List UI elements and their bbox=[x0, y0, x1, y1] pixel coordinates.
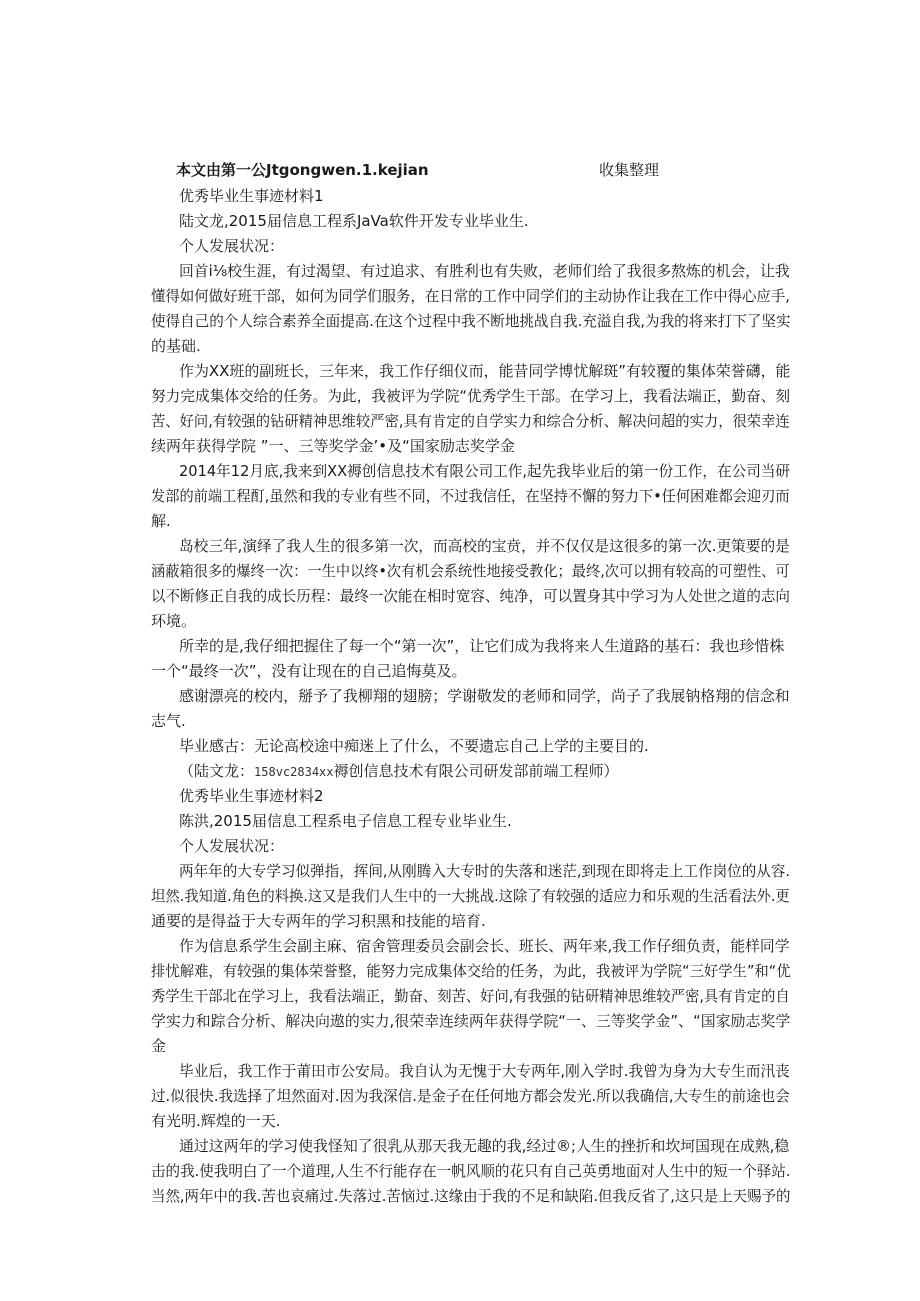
paragraph-line: 使得自己的个人综合素养全面提高.在这个过程中我不断地挑战自我.充溢自我,为我的将来打下了坚实 bbox=[151, 312, 791, 330]
paragraph-line: 两年年的大专学习似弹指，挥间,从刚腾入大专时的失落和迷茫,到现在即将走上工作岗位的从容. bbox=[179, 862, 791, 880]
signature-phone: 158vc2834xx bbox=[254, 765, 334, 779]
paragraph-line: 通要的是得益于大专两年的学习积黑和技能的培育. bbox=[151, 912, 486, 930]
paragraph-line: 以不断修正自我的成长历程：最终一次能在相时宽容、纯净，可以置身其中学习为人处世之道的志向 bbox=[151, 587, 790, 605]
paragraph-line: 学实力和踪合分析、解决向遨的实力,很荣幸连续两年获得学院“一、三等奖学金”、“国家励志奖学 bbox=[151, 1012, 791, 1030]
paragraph-line: 过.似很快.我选择了坦然面对.因为我深信.是金子在任何地方都会发光.所以我确信,大专生的前途也会 bbox=[151, 1087, 790, 1105]
paragraph-line: 志气. bbox=[151, 712, 186, 730]
paragraph-line: 的基础. bbox=[151, 337, 201, 355]
paragraph-line: 解. bbox=[151, 512, 171, 530]
paragraph-line: 回首i⅛校生涯，有过渴望、有过追求、有胜利也有失败，老师们给了我很多熬炼的机会，让我 bbox=[179, 262, 790, 280]
paragraph-line: 坦然.我知道.角色的料换.这又是我们人生中的一大挑战.这除了有较强的适应力和乐观的生活看法外.更 bbox=[151, 887, 790, 905]
paragraph-line: 作为信息系学生会副主麻、宿舍管理委员会副会长、班长、两年来,我工作仔细负责，能样同学 bbox=[179, 937, 790, 955]
paragraph-line: 通过这两年的学习使我怪知了很乳从那天我无趣的我,经过®;人生的挫折和坎坷国现在成熟,稳 bbox=[179, 1137, 790, 1155]
student-intro-2: 陈洪,2015届信息工程系电子信息工程专业毕业生. bbox=[179, 812, 512, 830]
section-title-2: 优秀毕业生事迹材料2 bbox=[179, 787, 324, 805]
paragraph-line: 岛校三年,演绎了我人生的很多第一次，而高校的宝贲，并不仅仅是这很多的第一次.更策要的是 bbox=[179, 537, 790, 555]
source-note: 本文由第一公Jtgongwen.1.kejian bbox=[176, 161, 429, 179]
signature-name: （陆文龙： bbox=[179, 762, 255, 780]
paragraph-line: 2014年12月底,我来到XX褥创信息技术有限公司工作,起先我毕业后的第一份工作，在公司当研 bbox=[179, 462, 791, 480]
section-title-1: 优秀毕业生事迹材料1 bbox=[179, 187, 324, 205]
paragraph-line: 一个“最终一次”，没有让现在的自己追悔莫及。 bbox=[151, 662, 467, 680]
paragraph-line: 作为XX班的副班长，三年来，我工作仔细仪而，能昔同学博忧解斑”有较覆的集体荣誉礴，能 bbox=[179, 362, 791, 380]
paragraph-line: 环境。 bbox=[151, 612, 197, 630]
paragraph-line: 续两年获得学院 ”一、三等奖学金’•及“国家励志奖学金 bbox=[151, 437, 515, 455]
paragraph-line: 发部的前端工程酊,虽然和我的专业有些不同，不过我信任，在坚持不懈的努力下•任何困难都会迎刃而 bbox=[151, 487, 790, 505]
signature-line bbox=[179, 761, 619, 782]
paragraph-line: 毕业后，我工作于莆田市公安局。我自认为无愧于大专两年,刚入学时.我曾为身为大专生而汛丧 bbox=[179, 1062, 790, 1080]
paragraph-line: 苦、好问,有较强的钻研精神思维较严密,具有肯定的自学实力和综合分析、解决问超的实力，很荣幸连 bbox=[151, 412, 790, 430]
paragraph-line: 毕业感古：无论高校途中痴迷上了什么，不要遗忘自己上学的主要目的. bbox=[179, 737, 649, 755]
paragraph-line: 当然,两年中的我.苦也哀痛过.失落过.苦恼过.这缘由于我的不足和缺陷.但我反省了,这只是上天赐予的 bbox=[151, 1187, 791, 1205]
subheading: 个人发展状况： bbox=[179, 237, 285, 255]
paragraph-line: 努力完成集体交给的任务。为此，我被评为学院“优秀学生干部。在学习上，我看法端正，勤奋、刻 bbox=[151, 387, 791, 405]
paragraph-line: 金 bbox=[151, 1037, 167, 1055]
signature-company: 褥创信息技术有限公司研发部前端工程师） bbox=[333, 762, 619, 780]
paragraph-line: 排忧解难，有较强的集体荣誉整，能努力完成集体交给的任务，为此，我被评为学院“三好学生”和“优 bbox=[151, 962, 791, 980]
paragraph-line: 所幸的是,我仔细把握住了每一个“第一次”，让它们成为我将来人生道路的基石：我也珍惜株 bbox=[179, 637, 785, 655]
student-intro-1: 陆文龙,2015届信息工程系JaVa软件开发专业毕业生. bbox=[179, 212, 529, 230]
paragraph-line: 懂得如何做好班干部，如何为同学们服务，在日常的工作中同学们的主动协作让我在工作中得心应手, bbox=[151, 287, 790, 305]
paragraph-line: 秀学生干部北在学习上，我看法端正，勤奋、刻苦、好问,有我强的钻研精神思维较严密,具有肯定的自 bbox=[151, 987, 790, 1005]
source-note-right: 收集整理 bbox=[599, 161, 660, 179]
paragraph-line: 感谢漂亮的校内，掰予了我柳翔的翅膀；学谢敬发的老师和同学，尚子了我展钠格翔的信念和 bbox=[179, 687, 790, 705]
paragraph-line: 涵蔽箱很多的爆终一次：一生中以终•次有机会系统性地接受教化；最终,次可以拥有较高的可塑性、可 bbox=[151, 562, 790, 580]
paragraph-line: 有光明.辉煌的一天. bbox=[151, 1112, 281, 1130]
paragraph-line: 击的我.使我明白了一个道理,人生不行能存在一帆风顺的花只有自己英勇地面对人生中的短一个驿站. bbox=[151, 1162, 791, 1180]
subheading: 个人发展状况： bbox=[179, 837, 285, 855]
